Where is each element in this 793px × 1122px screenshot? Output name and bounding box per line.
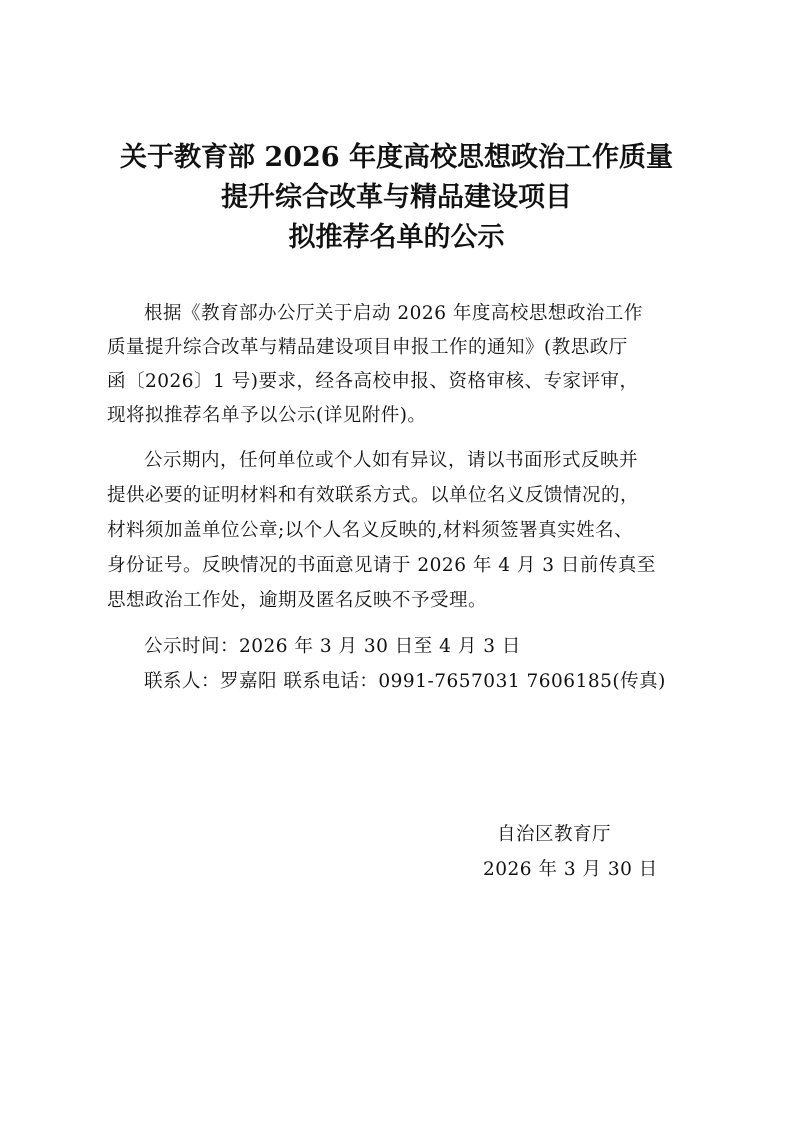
paragraph-2-line-4: 身份证号。反映情况的书面意见请于 2026 年 4 月 3 日前传真至 — [107, 555, 656, 576]
paragraph-2-line-2: 提供必要的证明材料和有效联系方式。以单位名义反馈情况的， — [107, 485, 640, 506]
contact-info: 联系人：罗嘉阳 联系电话：0991-7657031 7606185(传真) — [144, 671, 666, 692]
paragraph-2-line-3: 材料须加盖单位公章;以个人名义反映的,材料须签署真实姓名、 — [107, 520, 634, 541]
paragraph-1-line-4: 现将拟推荐名单予以公示(详见附件)。 — [107, 405, 427, 426]
paragraph-2-line-1: 公示期内，任何单位或个人如有异议，请以书面形式反映并 — [144, 450, 639, 471]
title-line-2: 提升综合改革与精品建设项目 — [221, 182, 572, 213]
title-line-3: 拟推荐名单的公示 — [288, 222, 505, 253]
title-line-1: 关于教育部 2026 年度高校思想政治工作质量 — [120, 142, 673, 173]
paragraph-1-line-1: 根据《教育部办公厅关于启动 2026 年度高校思想政治工作 — [144, 303, 643, 324]
paragraph-1-line-2: 质量提升综合改革与精品建设项目申报工作的通知》(教思政厅 — [107, 337, 628, 358]
signature-date: 2026 年 3 月 30 日 — [483, 859, 658, 880]
paragraph-2-line-5: 思想政治工作处，逾期及匿名反映不予受理。 — [107, 590, 488, 611]
signature-org: 自治区教育厅 — [497, 824, 612, 845]
paragraph-1-line-3: 函〔2026〕1 号)要求，经各高校申报、资格审核、专家评审， — [107, 371, 639, 392]
notice-period: 公示时间：2026 年 3 月 30 日至 4 月 3 日 — [144, 636, 521, 657]
